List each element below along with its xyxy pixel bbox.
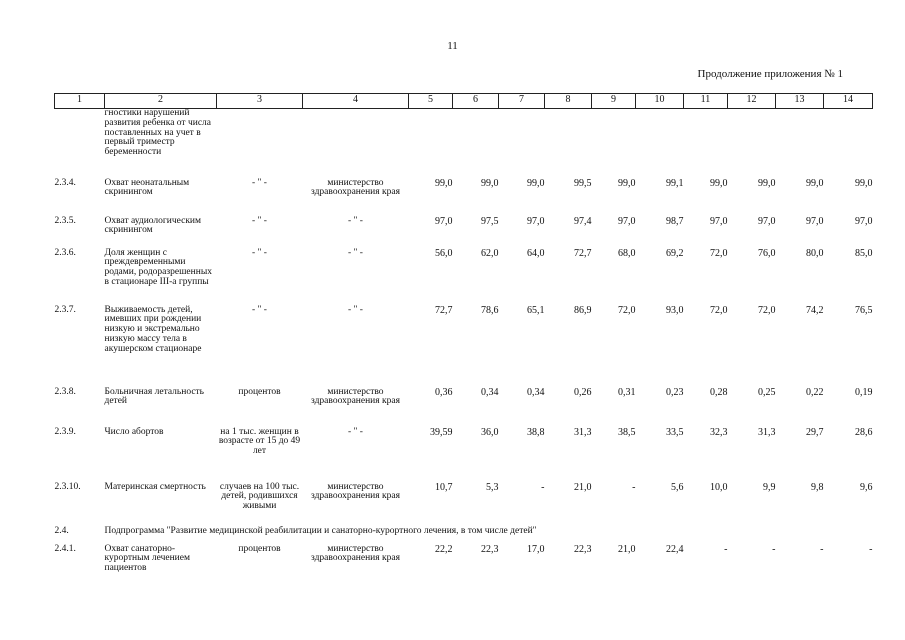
value-cell: 99,5 xyxy=(574,177,592,189)
table-row xyxy=(55,217,873,249)
indicator-name: Доля женщин с преждевременными родами, родоразрешенных в стационаре III-а группы xyxy=(104,247,212,287)
value-cell: 72,7 xyxy=(435,304,453,316)
indicator-name: Охват неонатальным скринингом xyxy=(104,177,190,198)
value-cell: 78,6 xyxy=(481,304,499,316)
header-cell: 5 xyxy=(409,94,453,109)
value-cell: 56,0 xyxy=(435,247,453,259)
value-cell: 5,6 xyxy=(671,481,684,493)
value-cell: 72,0 xyxy=(710,247,728,259)
responsible-executor: - " - xyxy=(348,426,363,437)
value-cell: 9,9 xyxy=(763,481,776,493)
table-row xyxy=(55,428,873,483)
value-cell: 29,7 xyxy=(806,426,824,438)
row-number: 2.3.4. xyxy=(54,177,76,188)
value-cell: 99,0 xyxy=(481,177,499,189)
header-cell: 2 xyxy=(105,94,217,109)
value-cell xyxy=(728,109,776,179)
row-number: 2.3.7. xyxy=(54,304,76,315)
value-cell: 72,0 xyxy=(710,304,728,316)
value-cell: 0,23 xyxy=(666,386,684,398)
value-cell xyxy=(684,109,728,179)
value-cell: 97,4 xyxy=(574,215,592,227)
value-cell: 9,8 xyxy=(811,481,824,493)
value-cell: 21,0 xyxy=(574,481,592,493)
indicators-table xyxy=(54,93,873,585)
value-cell xyxy=(824,109,873,179)
value-cell: 9,6 xyxy=(860,481,873,493)
value-cell: 72,7 xyxy=(574,247,592,259)
value-cell: 76,0 xyxy=(758,247,776,259)
row-number: 2.3.5. xyxy=(54,215,76,226)
value-cell: 22,3 xyxy=(481,543,499,555)
unit-of-measure: - " - xyxy=(252,304,267,315)
value-cell: 99,0 xyxy=(806,177,824,189)
value-cell: 38,5 xyxy=(618,426,636,438)
value-cell: 99,0 xyxy=(618,177,636,189)
value-cell xyxy=(592,109,636,179)
unit-of-measure: - " - xyxy=(252,177,267,188)
value-cell: 99,0 xyxy=(710,177,728,189)
value-cell: 28,6 xyxy=(855,426,873,438)
value-cell: 0,22 xyxy=(806,386,824,398)
value-cell: 39,59 xyxy=(430,426,453,438)
value-cell: 0,19 xyxy=(855,386,873,398)
value-cell: 0,25 xyxy=(758,386,776,398)
value-cell: - xyxy=(772,543,776,555)
row-number: 2.3.6. xyxy=(54,247,76,258)
value-cell: 31,3 xyxy=(758,426,776,438)
header-cell: 4 xyxy=(303,94,409,109)
value-cell: 0,28 xyxy=(710,386,728,398)
value-cell xyxy=(409,109,453,179)
indicator-name: Число абортов xyxy=(104,426,164,437)
value-cell: - xyxy=(820,543,824,555)
value-cell: 74,2 xyxy=(806,304,824,316)
responsible-executor: - " - xyxy=(348,247,363,258)
unit-of-measure: процентов xyxy=(238,543,281,554)
value-cell: 0,34 xyxy=(527,386,545,398)
value-cell: 68,0 xyxy=(618,247,636,259)
value-cell xyxy=(499,109,545,179)
page-number: 11 xyxy=(447,40,458,52)
value-cell: 36,0 xyxy=(481,426,499,438)
table-row xyxy=(55,109,873,179)
header-cell: 12 xyxy=(728,94,776,109)
value-cell: 93,0 xyxy=(666,304,684,316)
value-cell xyxy=(776,109,824,179)
value-cell: 97,0 xyxy=(758,215,776,227)
value-cell: 21,0 xyxy=(618,543,636,555)
row-number: 2.3.9. xyxy=(54,426,76,437)
value-cell: - xyxy=(869,543,873,555)
value-cell: 33,5 xyxy=(666,426,684,438)
unit-of-measure: на 1 тыс. женщин в возрасте от 15 до 49 лет xyxy=(218,426,301,457)
table-row xyxy=(55,388,873,428)
value-cell: 22,3 xyxy=(574,543,592,555)
value-cell xyxy=(453,109,499,179)
value-cell: 62,0 xyxy=(481,247,499,259)
value-cell: 69,2 xyxy=(666,247,684,259)
header-cell: 9 xyxy=(592,94,636,109)
value-cell: 86,9 xyxy=(574,304,592,316)
table-row xyxy=(55,249,873,306)
indicator-name: Материнская смертность xyxy=(104,481,206,492)
value-cell: 31,3 xyxy=(574,426,592,438)
table-row xyxy=(55,527,873,545)
value-cell xyxy=(545,109,592,179)
unit-of-measure: случаев на 100 тыс. детей, родившихся живыми xyxy=(219,481,300,512)
header-cell: 10 xyxy=(636,94,684,109)
header-cell: 14 xyxy=(824,94,873,109)
value-cell: 22,2 xyxy=(435,543,453,555)
value-cell: 97,0 xyxy=(527,215,545,227)
indicator-name: гностики нарушений развития ребенка от числа поставленных на учет в первый триместр беременности xyxy=(104,108,211,158)
value-cell: 85,0 xyxy=(855,247,873,259)
value-cell: 64,0 xyxy=(527,247,545,259)
value-cell: 10,7 xyxy=(435,481,453,493)
value-cell: 99,1 xyxy=(666,177,684,189)
value-cell: - xyxy=(541,481,545,493)
value-cell: 97,0 xyxy=(618,215,636,227)
value-cell: 10,0 xyxy=(710,481,728,493)
indicator-name: Охват аудиологическим скринингом xyxy=(104,215,202,236)
table-row xyxy=(55,483,873,527)
table-row xyxy=(55,306,873,388)
header-cell: 13 xyxy=(776,94,824,109)
responsible-executor: - " - xyxy=(348,304,363,315)
unit-of-measure: - " - xyxy=(252,215,267,226)
value-cell: 17,0 xyxy=(527,543,545,555)
header-cell: 8 xyxy=(545,94,592,109)
value-cell: 22,4 xyxy=(666,543,684,555)
row-number xyxy=(55,109,105,179)
value-cell: 97,0 xyxy=(435,215,453,227)
responsible-executor: министерство здравоохранения края xyxy=(311,386,400,407)
value-cell: 0,36 xyxy=(435,386,453,398)
table-row xyxy=(55,179,873,217)
value-cell: - xyxy=(632,481,636,493)
value-cell: 5,3 xyxy=(486,481,499,493)
row-number: 2.4.1. xyxy=(54,543,76,554)
unit-of-measure: - " - xyxy=(252,247,267,258)
unit-of-measure xyxy=(217,109,303,179)
value-cell: 97,0 xyxy=(855,215,873,227)
row-number: 2.3.10. xyxy=(54,481,81,492)
unit-of-measure: процентов xyxy=(238,386,281,397)
value-cell: 97,0 xyxy=(806,215,824,227)
value-cell: 76,5 xyxy=(855,304,873,316)
table-row xyxy=(55,545,873,585)
value-cell: 99,0 xyxy=(855,177,873,189)
value-cell: 99,0 xyxy=(435,177,453,189)
value-cell: 99,0 xyxy=(758,177,776,189)
value-cell: 32,3 xyxy=(710,426,728,438)
value-cell: 99,0 xyxy=(527,177,545,189)
table-body xyxy=(55,109,873,585)
responsible-executor xyxy=(303,109,409,179)
row-number: 2.3.8. xyxy=(54,386,76,397)
header-cell: 11 xyxy=(684,94,728,109)
value-cell: 65,1 xyxy=(527,304,545,316)
value-cell: 38,8 xyxy=(527,426,545,438)
value-cell xyxy=(636,109,684,179)
header-cell: 1 xyxy=(55,94,105,109)
indicator-name: Охват санаторно-курортным лечением пациентов xyxy=(104,543,190,574)
header-cell: 6 xyxy=(453,94,499,109)
responsible-executor: министерство здравоохранения края xyxy=(311,177,400,198)
appendix-note: Продолжение приложения № 1 xyxy=(697,68,843,80)
header-cell: 7 xyxy=(499,94,545,109)
value-cell: 72,0 xyxy=(758,304,776,316)
value-cell: 97,5 xyxy=(481,215,499,227)
value-cell: 0,26 xyxy=(574,386,592,398)
responsible-executor: - " - xyxy=(348,215,363,226)
value-cell: 98,7 xyxy=(666,215,684,227)
header-cell: 3 xyxy=(217,94,303,109)
value-cell: 0,31 xyxy=(618,386,636,398)
value-cell: 72,0 xyxy=(618,304,636,316)
subprogram-title: Подпрограмма "Развитие медицинской реабилитации и санаторно-курортного лечения, в том числе детей" xyxy=(104,525,537,536)
value-cell: 97,0 xyxy=(710,215,728,227)
indicator-name: Выживаемость детей, имевших при рождении низкую и экстремально низкую массу тела в акушерском стационаре xyxy=(104,304,202,354)
header-row xyxy=(55,94,873,109)
value-cell: 0,34 xyxy=(481,386,499,398)
responsible-executor: министерство здравоохранения края xyxy=(311,543,400,564)
row-number: 2.4. xyxy=(54,525,69,536)
responsible-executor: министерство здравоохранения края xyxy=(311,481,400,502)
indicator-name: Больничная летальность детей xyxy=(104,386,205,407)
value-cell: 80,0 xyxy=(806,247,824,259)
value-cell: - xyxy=(724,543,728,555)
